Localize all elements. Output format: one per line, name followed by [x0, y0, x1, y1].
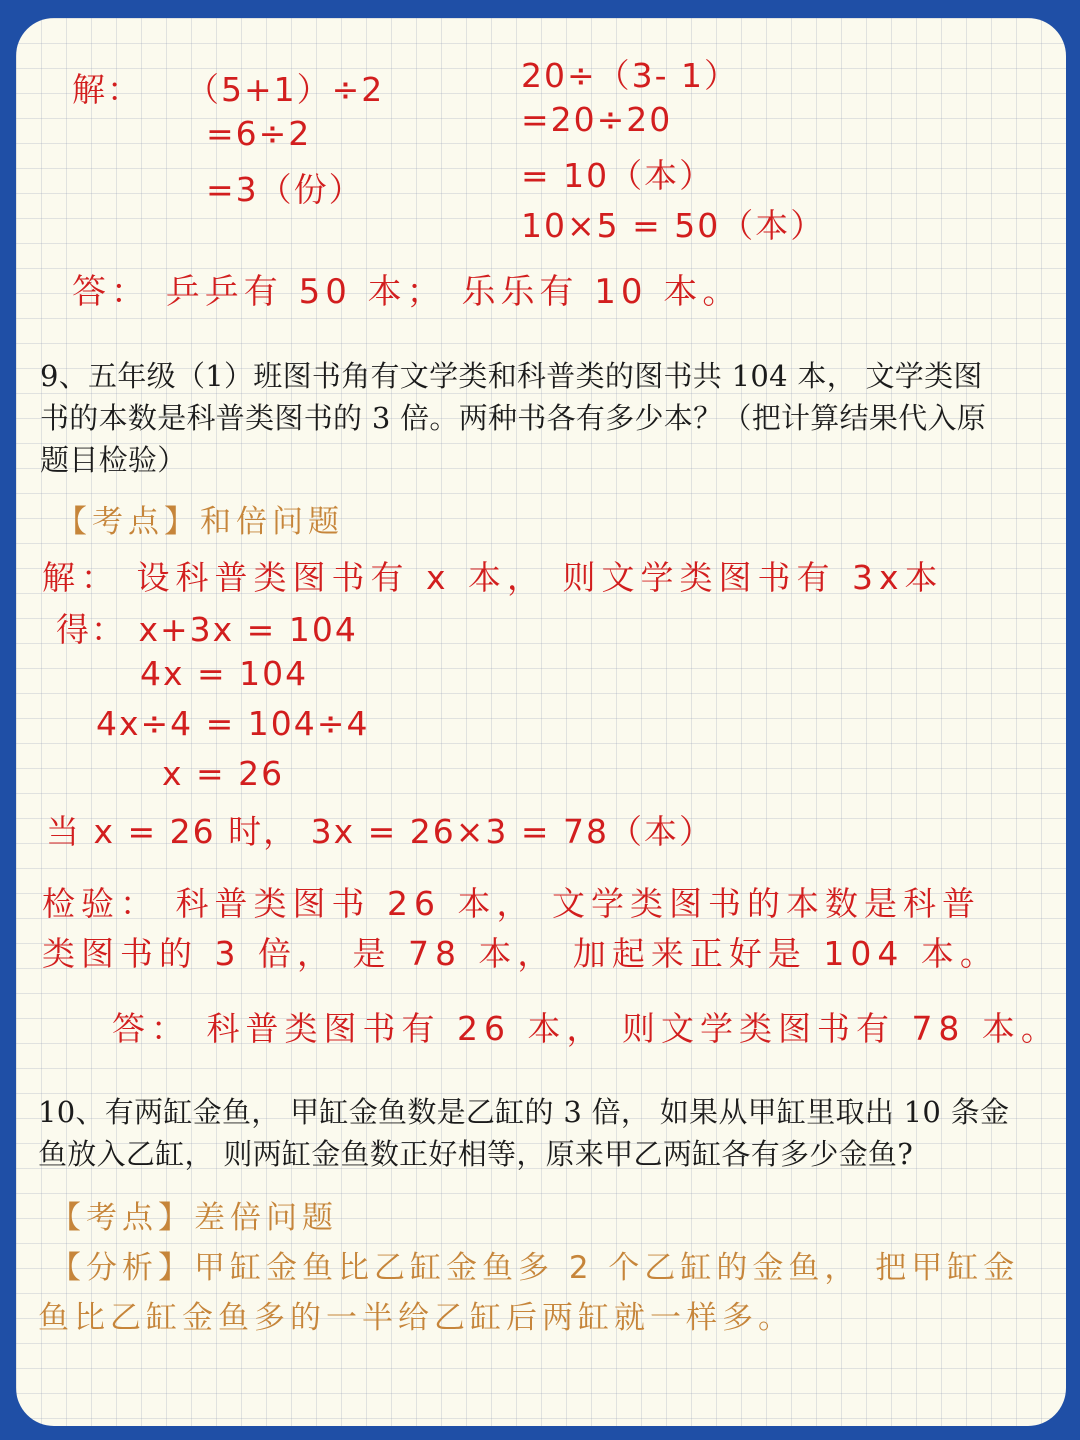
equation-step: 当 x = 26 时， 3x = 26×3 = 78（本）: [46, 812, 715, 851]
calc-line: =20÷20: [521, 100, 673, 139]
question-9-text: 9、五年级（1）班图书角有文学类和科普类的图书共 104 本， 文学类图: [40, 359, 983, 393]
check-text: 类图书的 3 倍， 是 78 本， 加起来正好是 104 本。: [42, 934, 999, 973]
question-9-text: 题目检验）: [40, 443, 187, 477]
calc-line: （5+1）÷2: [186, 70, 385, 109]
question-10-text: 鱼放入乙缸， 则两缸金鱼数正好相等，原来甲乙两缸各有多少金鱼?: [38, 1137, 914, 1171]
notebook-page: [16, 18, 1066, 1426]
equation-step: 得： x+3x = 104: [56, 610, 358, 649]
analysis-text: 【分析】甲缸金鱼比乙缸金鱼多 2 个乙缸的金鱼， 把甲缸金: [50, 1250, 1020, 1286]
calc-line: =3（份）: [206, 170, 364, 209]
check-text: 检验： 科普类图书 26 本， 文学类图书的本数是科普: [42, 884, 981, 923]
equation-step: 4x÷4 = 104÷4: [96, 704, 370, 743]
solution-label: 解：: [72, 70, 142, 109]
knowledge-point: 【考点】和倍问题: [56, 504, 344, 540]
answer-line: 答： 科普类图书有 26 本， 则文学类图书有 78 本。: [112, 1009, 1060, 1048]
equation-step: x = 26: [162, 754, 285, 793]
analysis-text: 鱼比乙缸金鱼多的一半给乙缸后两缸就一样多。: [38, 1300, 794, 1336]
knowledge-point: 【考点】差倍问题: [50, 1200, 338, 1236]
calc-line: = 10（本）: [521, 156, 715, 195]
calc-line: =6÷2: [206, 114, 312, 153]
question-9-text: 书的本数是科普类图书的 3 倍。两种书各有多少本？（把计算结果代入原: [40, 401, 987, 435]
question-10-text: 10、有两缸金鱼， 甲缸金鱼数是乙缸的 3 倍， 如果从甲缸里取出 10 条金: [38, 1095, 1010, 1129]
answer-line: 答： 乒乒有 50 本； 乐乐有 10 本。: [72, 272, 742, 312]
calc-line: 20÷（3- 1）: [521, 56, 740, 95]
calc-line: 10×5 = 50（本）: [521, 206, 826, 245]
equation-step: 4x = 104: [140, 654, 309, 693]
solution-setup: 解： 设科普类图书有 x 本， 则文学类图书有 3x本: [42, 558, 944, 597]
